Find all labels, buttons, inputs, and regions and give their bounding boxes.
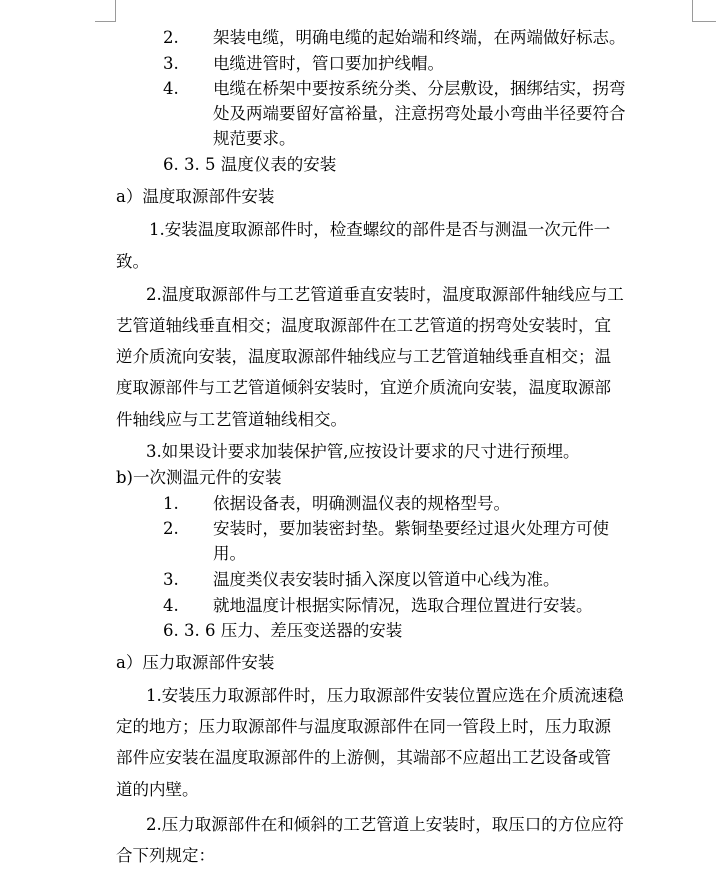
paragraph-line: 道的内壁。 [116,780,199,799]
list-number: 1. [163,494,179,513]
list-number: 4. [163,596,179,615]
list-number: 3. [163,54,179,73]
corner-mark-left-vertical [115,0,116,22]
section-heading: 6. 3. 6 压力、差压变送器的安装 [163,621,403,640]
list-item-text: 电缆进管时，管口要加护线帽。 [213,54,444,73]
paragraph-line: 1.安装压力取源部件时，压力取源部件安装位置应选在介质流速稳 [146,686,624,705]
list-item-text: 规范要求。 [213,129,296,148]
list-number: 2. [163,519,179,538]
list-number: 3. [163,570,179,589]
paragraph-line: 定的地方；压力取源部件与温度取源部件在同一管段上时，压力取源 [116,717,611,736]
paragraph-line: 逆介质流向安装，温度取源部件轴线应与工艺管道轴线垂直相交；温 [116,347,611,366]
paragraph-line: 部件应安装在温度取源部件的上游侧，其端部不应超出工艺设备或管 [116,748,611,767]
paragraph-line: 合下列规定： [116,846,215,865]
list-item-text: 用。 [213,544,246,563]
paragraph-line: 度取源部件与工艺管道倾斜安装时，宜逆介质流向安装，温度取源部 [116,378,611,397]
paragraph-line: 3.如果设计要求加装保护管,应按设计要求的尺寸进行预埋。 [146,442,580,461]
paragraph-line: 致。 [116,252,149,271]
paragraph-line: 件轴线应与工艺管道轴线相交。 [116,410,347,429]
paragraph-line: 2.温度取源部件与工艺管道垂直安装时，温度取源部件轴线应与工 [146,285,624,304]
section-heading: 6. 3. 5 温度仪表的安装 [163,155,337,174]
corner-mark-right-horizontal [692,21,716,22]
list-number: 4. [163,79,179,98]
list-item-text: 安装时，要加装密封垫。紫铜垫要经过退火处理方可使 [213,519,609,538]
paragraph-line: 1.安装温度取源部件时，检查螺纹的部件是否与测温一次元件一 [149,220,611,239]
corner-mark-right-vertical [692,0,693,22]
list-item-text: 依据设备表，明确测温仪表的规格型号。 [213,494,510,513]
list-item-text: 电缆在桥架中要按系统分类、分层敷设，捆绑结实，拐弯 [213,79,626,98]
paragraph-line: 艺管道轴线垂直相交；温度取源部件在工艺管道的拐弯处安装时，宜 [116,316,611,335]
list-number: 2. [163,28,179,47]
subsection-heading: a）压力取源部件安装 [116,653,275,672]
subsection-heading: b)一次测温元件的安装 [116,468,282,487]
list-item-text: 温度类仪表安装时插入深度以管道中心线为准。 [213,570,560,589]
corner-mark-left-horizontal [95,21,116,22]
subsection-heading: a）温度取源部件安装 [116,187,275,206]
paragraph-line: 2.压力取源部件在和倾斜的工艺管道上安装时，取压口的方位应符 [146,815,624,834]
list-item-text: 架装电缆，明确电缆的起始端和终端，在两端做好标志。 [213,28,626,47]
list-item-text: 处及两端要留好富裕量，注意拐弯处最小弯曲半径要符合 [213,104,626,123]
list-item-text: 就地温度计根据实际情况，选取合理位置进行安装。 [213,596,593,615]
